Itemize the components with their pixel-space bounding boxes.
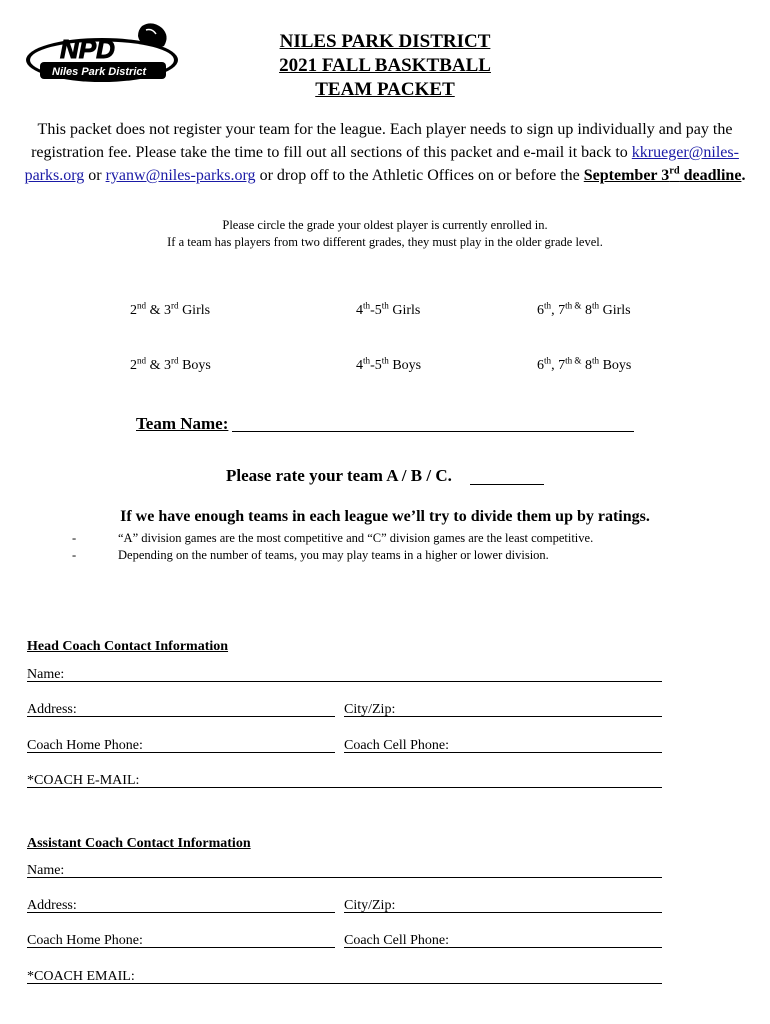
assistant-coach-cell-phone-field[interactable] bbox=[344, 947, 662, 948]
head-coach-address-field[interactable] bbox=[27, 716, 335, 717]
title-line-3: TEAM PACKET bbox=[315, 79, 455, 100]
head-coach-cell-phone-label: Coach Cell Phone: bbox=[344, 738, 449, 753]
svg-text:Niles Park District: Niles Park District bbox=[52, 66, 147, 78]
head-coach-home-phone-field[interactable] bbox=[27, 752, 335, 753]
assistant-coach-city-label: City/Zip: bbox=[344, 898, 396, 913]
assistant-coach-section-title: Assistant Coach Contact Information bbox=[27, 836, 251, 851]
grade-option-4-5-girls[interactable]: 4th-5th Girls bbox=[356, 300, 421, 318]
head-coach-email-label: *COACH E-MAIL: bbox=[27, 773, 140, 788]
instruction-line-1: Please circle the grade your oldest player is currently enrolled in. bbox=[222, 218, 548, 232]
email-link-kkrueger[interactable]: kkrueger@niles-parks.org bbox=[24, 144, 739, 184]
head-coach-home-phone-label: Coach Home Phone: bbox=[27, 738, 143, 753]
assistant-coach-home-phone-field[interactable] bbox=[27, 947, 335, 948]
assistant-coach-name-label: Name: bbox=[27, 863, 65, 878]
team-name-field[interactable] bbox=[232, 431, 634, 432]
head-coach-name-label: Name: bbox=[27, 667, 65, 682]
division-bullet-2: Depending on the number of teams, you may play teams in a higher or lower division. bbox=[118, 548, 549, 562]
assistant-coach-email-label: *COACH EMAIL: bbox=[27, 969, 135, 984]
grade-option-6-8-girls[interactable]: 6th, $7^{th \&}$ 8th Girls bbox=[537, 300, 631, 318]
intro-paragraph: This packet does not register your team for the league. Each player needs to sign up individually and pay the registration fee. Please take the time to fill out all sections of this packet and e-mail it back to kkrueger@niles-parks.org or ryanw@niles-parks.org or drop off to the Athletic Offices on or before the September 3rd deadline. bbox=[24, 121, 746, 184]
bullet-dash-1: - bbox=[72, 531, 77, 545]
title-line-1: NILES PARK DISTRICT bbox=[279, 31, 491, 52]
bullet-dash-2: - bbox=[72, 548, 77, 562]
head-coach-cell-phone-field[interactable] bbox=[344, 752, 662, 753]
head-coach-city-field[interactable] bbox=[344, 716, 662, 717]
head-coach-city-label: City/Zip: bbox=[344, 702, 396, 717]
assistant-coach-address-field[interactable] bbox=[27, 912, 335, 913]
npd-logo bbox=[24, 20, 182, 84]
grade-option-2-3-girls[interactable]: 2nd & 3rd Girls bbox=[130, 300, 211, 318]
assistant-coach-email-field[interactable] bbox=[27, 983, 662, 984]
svg-text:NPD: NPD bbox=[60, 34, 115, 64]
head-coach-section-title: Head Coach Contact Information bbox=[27, 639, 229, 654]
instruction-line-2: If a team has players from two different grades, they must play in the older grade level. bbox=[167, 235, 603, 249]
email-link-ryanw[interactable]: ryanw@niles-parks.org bbox=[105, 167, 256, 184]
grade-option-4-5-boys[interactable]: 4th-5th Boys bbox=[356, 355, 422, 373]
assistant-coach-address-label: Address: bbox=[27, 898, 77, 913]
division-bullet-1: “A” division games are the most competitive and “C” division games are the least competitive. bbox=[118, 531, 594, 545]
team-rating-field[interactable] bbox=[470, 484, 544, 485]
grade-option-6-8-boys[interactable]: 6th, $7^{th \&}$ 8th Boys bbox=[537, 355, 632, 373]
team-rating-label: Please rate your team A / B / C. bbox=[226, 466, 452, 485]
head-coach-address-label: Address: bbox=[27, 702, 77, 717]
team-name-label: Team Name: bbox=[136, 414, 229, 433]
assistant-coach-city-field[interactable] bbox=[344, 912, 662, 913]
grade-option-2-3-boys[interactable]: 2nd & 3rd Boys bbox=[130, 355, 211, 373]
assistant-coach-home-phone-label: Coach Home Phone: bbox=[27, 933, 143, 948]
divisions-heading: If we have enough teams in each league we’ll try to divide them up by ratings. bbox=[120, 508, 650, 525]
assistant-coach-name-field[interactable] bbox=[27, 877, 662, 878]
head-coach-name-field[interactable] bbox=[27, 681, 662, 682]
head-coach-email-field[interactable] bbox=[27, 787, 662, 788]
assistant-coach-cell-phone-label: Coach Cell Phone: bbox=[344, 933, 449, 948]
title-line-2: 2021 FALL BASKTBALL bbox=[279, 55, 491, 76]
deadline: September 3rd deadline bbox=[583, 165, 742, 184]
